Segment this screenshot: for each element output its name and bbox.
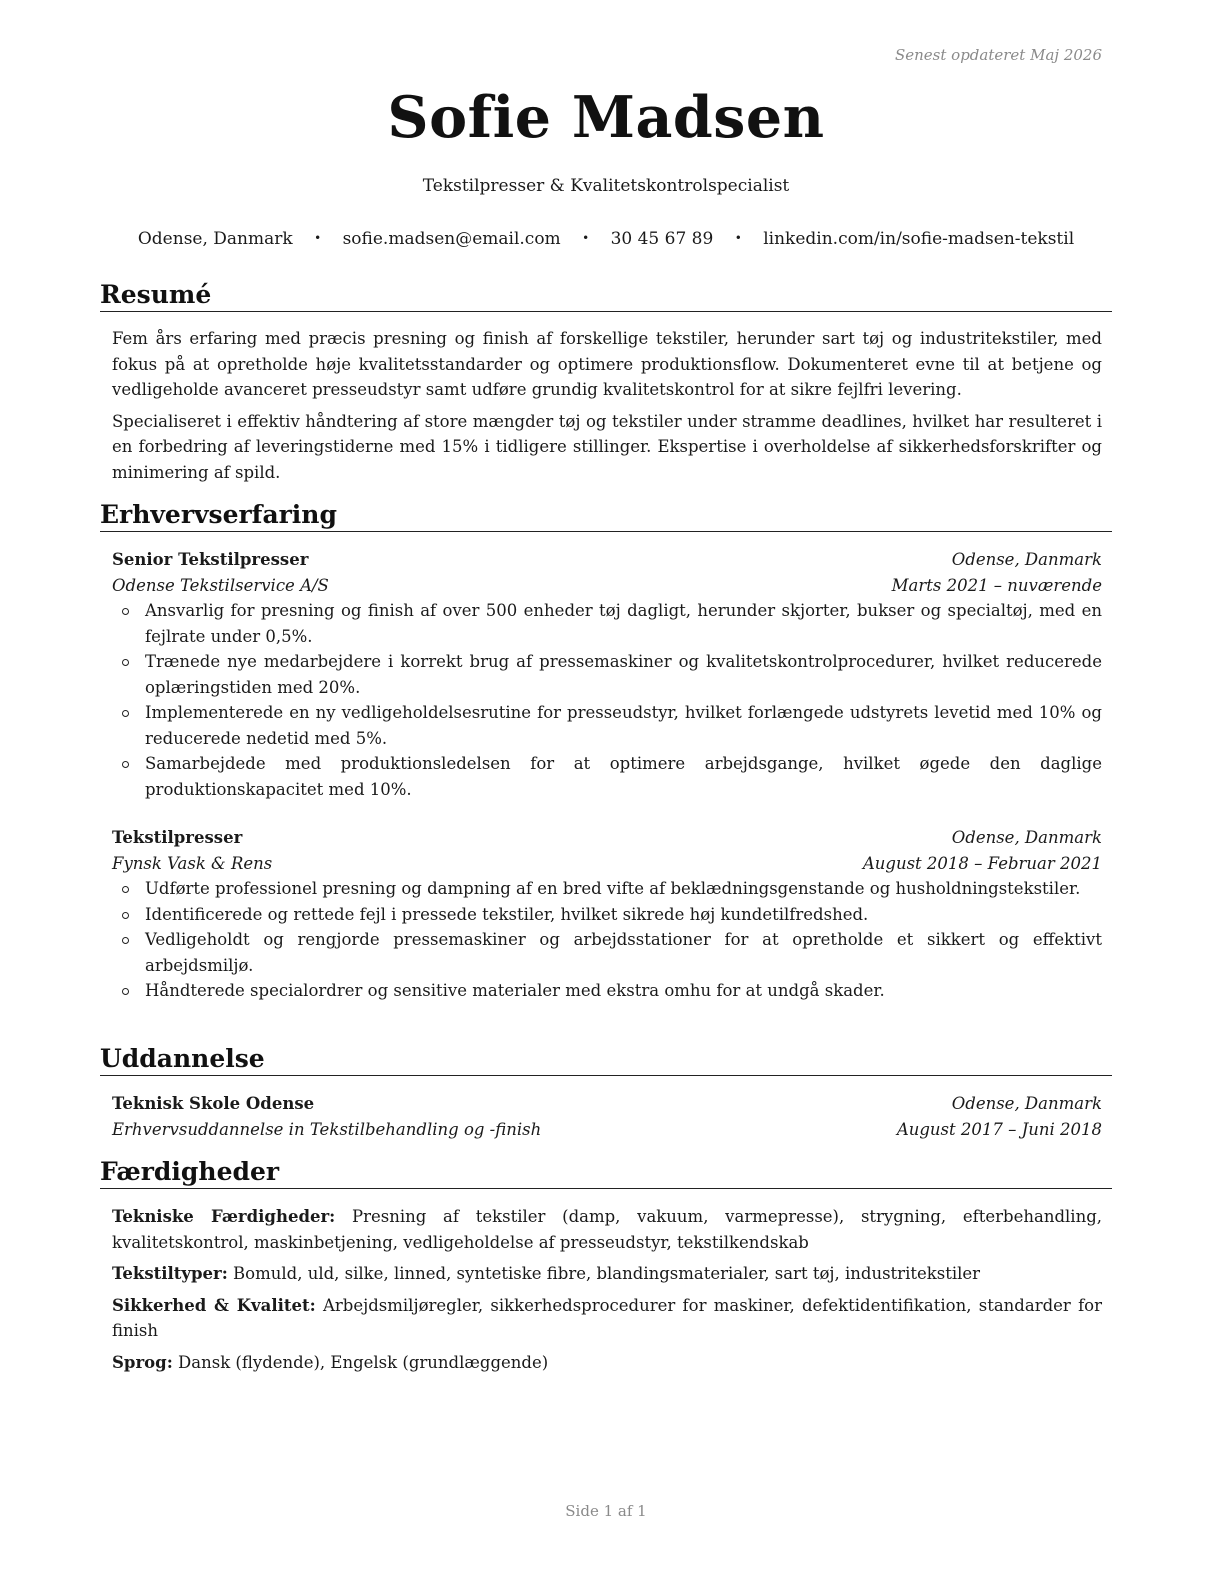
separator-dot: • — [582, 231, 590, 245]
resume-page — [100, 0, 1112, 1584]
job-title: Tekstilpresser & Kvalitetskontrolspecialist — [422, 176, 790, 196]
job-company: Odense Tekstilservice A/S — [112, 575, 329, 595]
bullet-circle-icon — [122, 761, 129, 768]
skill-label: Tekniske Færdigheder: — [112, 1207, 336, 1226]
separator-dot: • — [314, 231, 322, 245]
job-dates: Marts 2021 – nuværende — [891, 575, 1102, 595]
list-item: Trænede nye medarbejdere i korrekt brug af pressemaskiner og kvalitetskontrolprocedurer, hvilket reducerede oplæringstiden med 20%. — [112, 649, 1102, 700]
section-heading-experience: Erhvervserfaring — [100, 500, 1112, 532]
contact-phone: 30 45 67 89 — [610, 229, 714, 249]
job-title: Senior Tekstilpresser — [112, 550, 309, 569]
bullet-circle-icon — [122, 988, 129, 995]
contact-location: Odense, Danmark — [137, 229, 293, 249]
person-name: Sofie Madsen — [387, 84, 825, 151]
skill-label: Sprog: — [112, 1352, 173, 1372]
contact-line — [100, 229, 1112, 249]
contact-linkedin[interactable]: linkedin.com/in/sofie-madsen-tekstil — [763, 229, 1075, 249]
job-dates: August 2018 – Februar 2021 — [862, 853, 1102, 873]
section-heading-skills: Færdigheder — [100, 1157, 1112, 1189]
section-heading-summary: Resumé — [100, 280, 1112, 312]
summary-paragraph: Fem års erfaring med præcis presning og finish af forskellige tekstiler, herunder sart tøj og industritekstiler, med fokus på at opretholde høje kvalitetsstandarder og optimere produktionsflow. Dokumenteret evne til at betjene og vedligeholde avanceret presseudstyr samt udføre grundig kvalitetskontrol for at sikre fejlfri levering. — [112, 329, 1102, 399]
contact-email[interactable]: sofie.madsen@email.com — [342, 229, 561, 249]
job-entry — [112, 547, 1102, 802]
skill-value: Arbejdsmiljøregler, sikkerhedsprocedurer for maskiner, defektidentifikation, standarder for finish — [112, 1295, 1102, 1340]
list-item: Ansvarlig for presning og finish af over 500 enheder tøj dagligt, herunder skjorter, bukser og specialtøj, med en fejlrate under 0,5%. — [112, 598, 1102, 649]
job-entry — [112, 825, 1102, 1004]
skill-label: Tekstiltyper: — [112, 1264, 228, 1283]
bullet-circle-icon — [122, 710, 129, 717]
job-bullets — [112, 876, 1102, 1004]
list-item: Udførte professionel presning og dampning af en bred vifte af beklædningsgenstande og husholdningstekstiler. — [112, 876, 1102, 902]
school-location: Odense, Danmark — [951, 1094, 1102, 1113]
job-location: Odense, Danmark — [951, 550, 1102, 569]
bullet-circle-icon — [122, 937, 129, 944]
summary-paragraph: Specialiseret i effektiv håndtering af store mængder tøj og tekstiler under stramme deadlines, hvilket har resulteret i en forbedring af leveringstiderne med 15% i tidligere stillinger. Ekspertise i overholdelse af sikkerhedsforskrifter og minimering af spild. — [112, 411, 1102, 482]
education-dates: August 2017 – Juni 2018 — [896, 1119, 1102, 1139]
summary-block — [112, 326, 1102, 485]
page-number: Side 1 af 1 — [565, 1502, 647, 1520]
skill-row — [112, 1293, 1102, 1344]
job-company: Fynsk Vask & Rens — [112, 853, 273, 873]
skill-row — [112, 1261, 1102, 1287]
skills-block — [112, 1204, 1102, 1375]
list-item: Identificerede og rettede fejl i pressede tekstiler, hvilket sikrede høj kundetilfredshed. — [112, 902, 1102, 928]
job-bullets — [112, 598, 1102, 802]
section-heading-education: Uddannelse — [100, 1044, 1112, 1076]
skill-label: Sikkerhed & Kvalitet: — [112, 1295, 316, 1315]
last-updated: Senest opdateret Maj 2026 — [894, 46, 1102, 64]
bullet-circle-icon — [122, 659, 129, 666]
school-name: Teknisk Skole Odense — [112, 1094, 315, 1113]
skill-row — [112, 1350, 1102, 1376]
bullet-circle-icon — [122, 886, 129, 893]
list-item: Samarbejdede med produktionsledelsen for at optimere arbejdsgange, hvilket øgede den daglige produktionskapacitet med 10%. — [112, 751, 1102, 802]
bullet-circle-icon — [122, 912, 129, 919]
skill-value: Bomuld, uld, silke, linned, syntetiske fibre, blandingsmaterialer, sart tøj, industritekstiler — [233, 1264, 981, 1283]
list-item: Vedligeholdt og rengjorde pressemaskiner og arbejdsstationer for at opretholde et sikkert og effektivt arbejdsmiljø. — [112, 927, 1102, 978]
bullet-circle-icon — [122, 608, 129, 615]
list-item: Implementerede en ny vedligeholdelsesrutine for presseudstyr, hvilket forlængede udstyrets levetid med 10% og reducerede nedetid med 5%. — [112, 700, 1102, 751]
separator-dot: • — [734, 231, 742, 245]
job-location: Odense, Danmark — [951, 828, 1102, 847]
skill-value: Dansk (flydende), Engelsk (grundlæggende) — [178, 1352, 549, 1372]
education-entry — [112, 1091, 1102, 1142]
job-title: Tekstilpresser — [112, 828, 243, 847]
skill-value: Presning af tekstiler (damp, vakuum, varmepresse), strygning, efterbehandling, kvalitetskontrol, maskinbetjening, vedligeholdelse af presseudstyr, tekstilkendskab — [112, 1207, 1103, 1252]
degree-name: Erhvervsuddannelse in Tekstilbehandling og -finish — [112, 1119, 542, 1139]
skill-row — [112, 1204, 1102, 1255]
list-item: Håndterede specialordrer og sensitive materialer med ekstra omhu for at undgå skader. — [112, 978, 1102, 1004]
